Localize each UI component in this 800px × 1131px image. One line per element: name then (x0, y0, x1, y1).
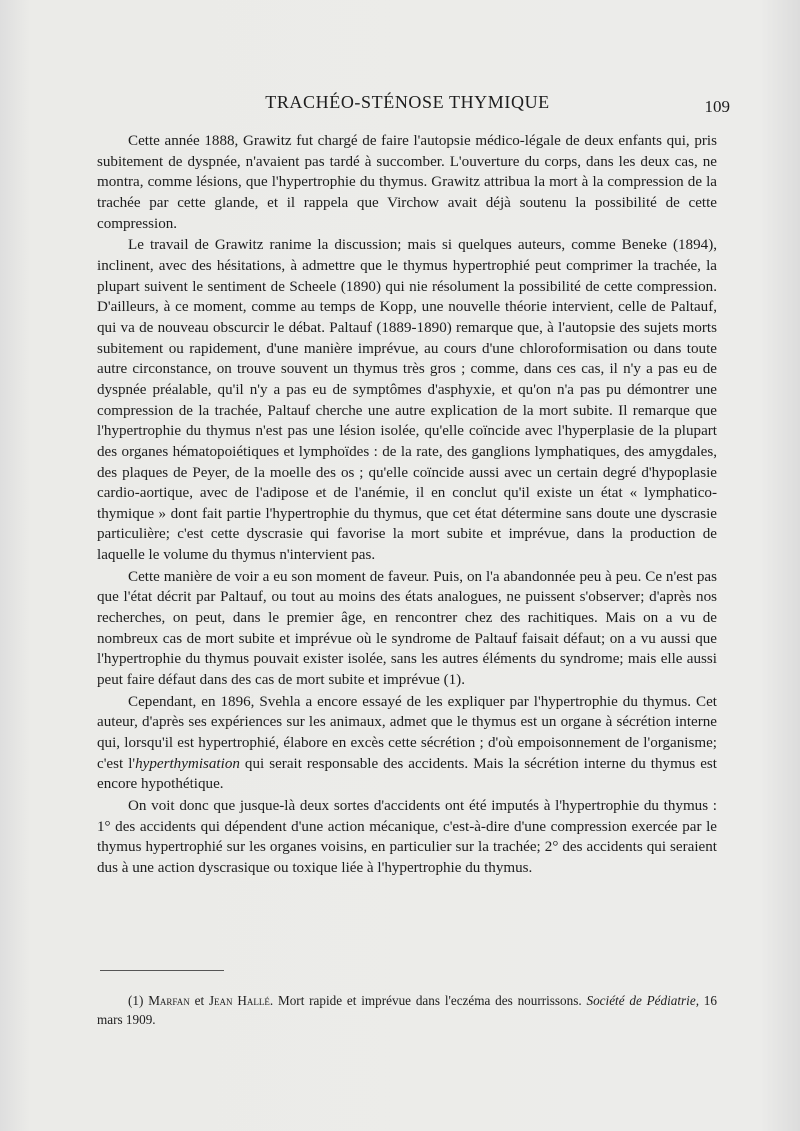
footnote-marker: (1) (128, 993, 144, 1008)
page-number: 109 (704, 97, 730, 116)
footnote-divider (100, 970, 224, 971)
footnote-text (97, 991, 717, 1029)
footnote-title: . Mort rapide et imprévue dans l'eczéma des nourrissons. (269, 993, 587, 1008)
footnote-author-1: Marfan (148, 993, 190, 1008)
paragraph-summary: On voit donc que jusque-là deux sortes d'accidents ont été imputés à l'hypertrophie du thymus : 1° des accidents qui dépendent d'une action mécanique, c'est-à-dire d'une compression exercée par le thymus hypertrophié sur les organes voisins, en particulier sur la trachée; 2° des accidents qui seraient dus à une action dyscrasique ou toxique liée à l'hypertrophie du thymus. (97, 798, 717, 876)
footnote-journal: Société de Pédiatrie, (586, 993, 699, 1008)
running-title: TRACHÉO-STÉNOSE THYMIQUE (265, 92, 550, 112)
footnote-date: 16 mars 1909. (97, 993, 717, 1027)
footnote-author-2: Jean Hallé (208, 993, 270, 1008)
footnote (97, 991, 717, 1029)
page-header (95, 92, 730, 116)
svehla-text-start: Cependant, en 1896, Svehla a encore essayé de les expliquer par l'hypertrophie du thymus. Cet auteur, d'après ses expériences sur les animaux, admet que le thymus est un organe à sécrétion interne qui, lorsqu'il est hypertrophié, élabore en excès cette sécrétion ; d'où empoisonnement de l'organisme; c'est l' (97, 693, 717, 772)
paragraph-abandonment: Cette manière de voir a eu son moment de faveur. Puis, on l'a abandonnée peu à peu. Ce n'est pas que l'état décrit par Paltauf, ou tout au moins des états analogues, ne puissent s'observer; d'après nos recherches, on peut, dans le premier âge, en rencontrer chez des rachitiques. Mais on a vu de nombreux cas de mort subite et imprévue où le syndrome de Paltauf faisait défaut; on a vu aussi que l'hypertrophie du thymus pouvait exister isolée, sans les autres éléments du syndrome; mais elle aussi peut faire défaut dans des cas de mort subite et imprévue (1). (97, 568, 717, 689)
body-text (97, 131, 717, 879)
paragraph-paltauf: Le travail de Grawitz ranime la discussion; mais si quelques auteurs, comme Beneke (1894), inclinent, avec des hésitations, à admettre que le thymus hypertrophié peut comprimer la trachée, la plupart suivent le sentiment de Scheele (1890) qui nie résolument la possibilité de cette compression. D'ailleurs, à ce moment, comme au temps de Kopp, une nouvelle théorie intervient, celle de Paltauf, qui va de nouveau obscurcir le débat. Paltauf (1889-1890) remarque que, à l'autopsie des sujets morts subitement ou rapidement, d'une manière imprévue, au cours d'une chloroformisation ou dans toute autre circonstance, on trouve souvent un thymus très gros ; comme, dans ces cas, il n'y a pas eu de dyspnée préalable, qu'il n'y a pas eu de symptômes d'asphyxie, et qu'on n'a pas pu démontrer une compression de la trachée, Paltauf cherche une autre explication de la mort subite. Il remarque que l'hypertrophie du thymus n'est pas une lésion isolée, qu'elle coïncide avec l'hyperplasie de la plupart des organes hématopoiétiques et lymphoïdes : de la rate, des ganglions lymphatiques, des amygdales, des plaques de Peyer, de la moelle des os ; qu'elle coïncide aussi avec un certain degré d'hypoplasie cardio-aortique, avec de l'adipose et de l'anémie, il en conclut qu'il existe un état « lymphatico-thymique » dont fait partie l'hypertrophie du thymus, que cet état détermine sans doute une dyscrasie particulière; c'est cette dyscrasie qui favorise la mort subite et imprévue, dans la production de laquelle le volume du thymus n'intervient pas. (97, 237, 717, 564)
svehla-text-end: qui serait responsable des accidents. Mais la sécrétion interne du thymus est encore hypothétique. (97, 755, 718, 793)
footnote-conjunction: et (189, 993, 209, 1008)
paragraph-grawitz: Cette année 1888, Grawitz fut chargé de faire l'autopsie médico-légale de deux enfants qui, pris subitement de dyspnée, n'avaient pas tardé à succomber. L'ouverture du corps, dans les deux cas, ne montra, comme lésions, que l'hypertrophie du thymus. Grawitz attribua la mort à la compression de la trachée par cette glande, et il rappela que Virchow avait déjà soutenu la possibilité de cette compression. (97, 133, 717, 232)
hyperthymisation-term: hyperthymisation (135, 755, 240, 772)
paragraph-svehla (97, 692, 717, 795)
